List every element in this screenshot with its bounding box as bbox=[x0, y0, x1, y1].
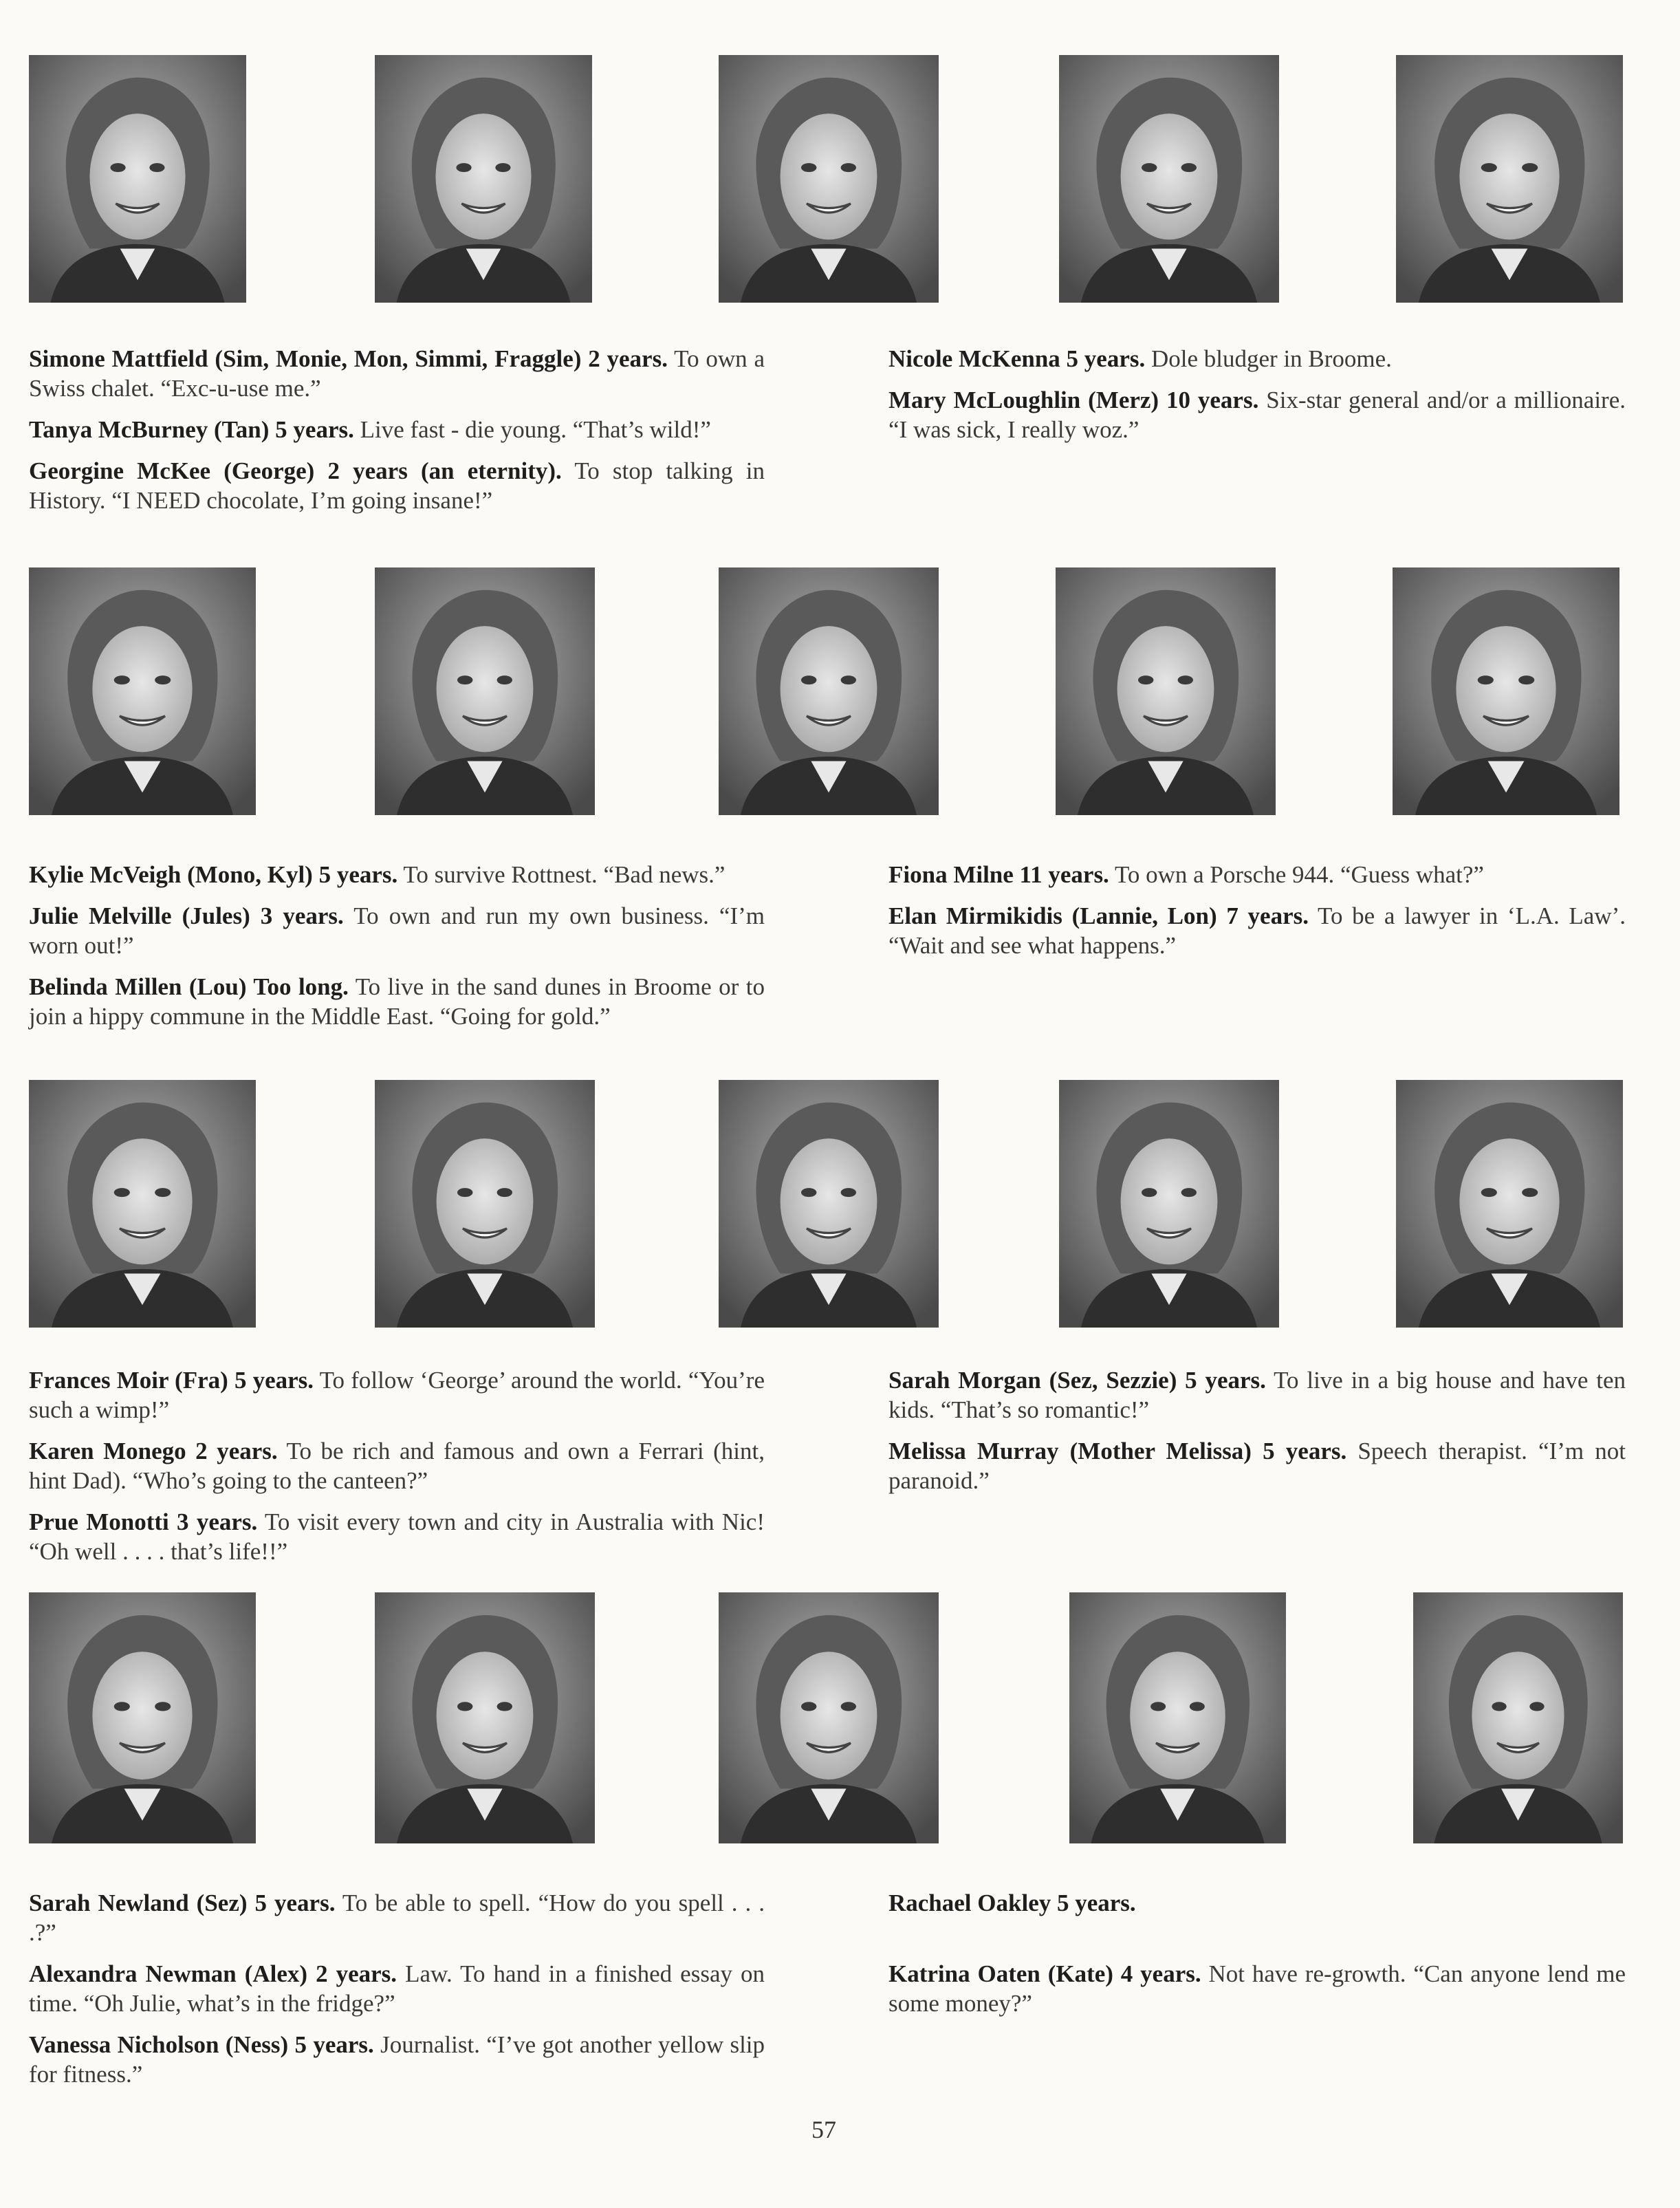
portrait-photo bbox=[29, 1592, 256, 1843]
portrait-photo bbox=[719, 1592, 939, 1843]
portrait-photo bbox=[1393, 567, 1619, 815]
student-entry bbox=[888, 901, 1626, 960]
student-details: Journalist. “I’ve got another yellow slip for fitness.” bbox=[29, 2031, 765, 2088]
student-details: Law. To hand in a finished essay on time. “Oh Julie, what’s in the fridge?” bbox=[29, 1960, 765, 2017]
student-details: Live fast - die young. “That’s wild!” bbox=[360, 416, 711, 443]
portrait-photo bbox=[1069, 1592, 1286, 1843]
student-entry bbox=[888, 385, 1626, 444]
student-details: Dole bludger in Broome. bbox=[1151, 345, 1392, 372]
student-entry bbox=[29, 860, 765, 889]
student-details: Six-star general and/or a millionaire. “I was sick, I really woz.” bbox=[888, 387, 1626, 443]
student-details: To be able to spell. “How do you spell . . . .?” bbox=[29, 1890, 765, 1946]
student-details: To stop talking in History. “I NEED chocolate, I’m going insane!” bbox=[29, 457, 765, 514]
student-name: Kylie McVeigh (Mono, Kyl) 5 years. bbox=[29, 861, 398, 888]
student-name: Frances Moir (Fra) 5 years. bbox=[29, 1367, 314, 1394]
caption-column-left bbox=[29, 860, 765, 1043]
student-name: Belinda Millen (Lou) Too long. bbox=[29, 973, 349, 1000]
student-name: Elan Mirmikidis (Lannie, Lon) 7 years. bbox=[888, 902, 1309, 929]
student-entry bbox=[888, 1436, 1626, 1495]
portrait-photo bbox=[29, 55, 246, 303]
student-name: Karen Monego 2 years. bbox=[29, 1438, 278, 1464]
portrait-photo bbox=[375, 1080, 595, 1328]
portrait-photo bbox=[29, 1080, 256, 1328]
portrait-photo bbox=[375, 1592, 595, 1843]
student-entry bbox=[888, 860, 1626, 889]
student-name: Alexandra Newman (Alex) 2 years. bbox=[29, 1960, 397, 1987]
student-entry bbox=[888, 1888, 1626, 1918]
caption-column-right bbox=[888, 344, 1626, 456]
student-entry bbox=[29, 1507, 765, 1566]
student-name: Julie Melville (Jules) 3 years. bbox=[29, 902, 344, 929]
student-entry bbox=[29, 1959, 765, 2018]
page-number: 57 bbox=[811, 2116, 836, 2143]
portrait-photo bbox=[1396, 55, 1623, 303]
caption-column-left bbox=[29, 344, 765, 527]
portrait-photo bbox=[29, 567, 256, 815]
student-name: Tanya McBurney (Tan) 5 years. bbox=[29, 416, 354, 443]
student-name: Georgine McKee (George) 2 years (an eternity). bbox=[29, 457, 562, 484]
student-entry bbox=[29, 456, 765, 515]
student-entry bbox=[888, 1959, 1626, 2018]
student-name: Fiona Milne 11 years. bbox=[888, 861, 1109, 888]
portrait-photo bbox=[719, 1080, 939, 1328]
student-entry bbox=[888, 1365, 1626, 1425]
student-details: Not have re-growth. “Can anyone lend me some money?” bbox=[888, 1960, 1626, 2017]
student-details: To follow ‘George’ around the world. “You’re such a wimp!” bbox=[29, 1367, 765, 1423]
portrait-photo bbox=[719, 567, 939, 815]
student-details: To visit every town and city in Australia with Nic! “Oh well . . . . that’s life!!” bbox=[29, 1508, 765, 1565]
caption-column-right bbox=[888, 1888, 1626, 2030]
student-details: To own and run my own business. “I’m worn out!” bbox=[29, 902, 765, 959]
student-entry bbox=[29, 415, 765, 444]
caption-column-right bbox=[888, 1365, 1626, 1507]
student-entry bbox=[29, 972, 765, 1031]
caption-column-left bbox=[29, 1888, 765, 2101]
student-details: To own a Swiss chalet. “Exc-u-use me.” bbox=[29, 345, 765, 402]
student-entry bbox=[29, 901, 765, 960]
student-name: Melissa Murray (Mother Melissa) 5 years. bbox=[888, 1438, 1347, 1464]
student-details: To own a Porsche 944. “Guess what?” bbox=[1114, 861, 1484, 888]
student-name: Simone Mattfield (Sim, Monie, Mon, Simmi, Fraggle) 2 years. bbox=[29, 345, 668, 372]
student-entry bbox=[888, 344, 1626, 374]
student-details: Speech therapist. “I’m not paranoid.” bbox=[888, 1438, 1626, 1494]
portrait-photo bbox=[1396, 1080, 1623, 1328]
student-name: Rachael Oakley 5 years. bbox=[888, 1890, 1136, 1916]
student-name: Nicole McKenna 5 years. bbox=[888, 345, 1146, 372]
portrait-photo bbox=[375, 567, 595, 815]
student-details: To live in the sand dunes in Broome or to join a hippy commune in the Middle East. “Going for gold.” bbox=[29, 973, 765, 1030]
portrait-photo bbox=[1059, 1080, 1279, 1328]
student-name: Sarah Newland (Sez) 5 years. bbox=[29, 1890, 336, 1916]
student-entry bbox=[29, 344, 765, 403]
portrait-photo bbox=[1056, 567, 1276, 815]
student-details: To survive Rottnest. “Bad news.” bbox=[403, 861, 726, 888]
student-name: Katrina Oaten (Kate) 4 years. bbox=[888, 1960, 1201, 1987]
portrait-photo bbox=[1413, 1592, 1623, 1843]
student-details: To live in a big house and have ten kids. “That’s so romantic!” bbox=[888, 1367, 1626, 1423]
caption-column-left bbox=[29, 1365, 765, 1578]
portrait-photo bbox=[375, 55, 592, 303]
portrait-photo bbox=[1059, 55, 1279, 303]
student-name: Prue Monotti 3 years. bbox=[29, 1508, 258, 1535]
student-details: To be rich and famous and own a Ferrari (hint, hint Dad). “Who’s going to the canteen?” bbox=[29, 1438, 765, 1494]
student-details: To be a lawyer in ‘L.A. Law’. “Wait and see what happens.” bbox=[888, 902, 1626, 959]
student-entry bbox=[29, 1436, 765, 1495]
student-name: Mary McLoughlin (Merz) 10 years. bbox=[888, 387, 1259, 413]
caption-column-right bbox=[888, 860, 1626, 972]
student-name: Sarah Morgan (Sez, Sezzie) 5 years. bbox=[888, 1367, 1266, 1394]
student-entry bbox=[29, 1888, 765, 1947]
student-entry bbox=[29, 2030, 765, 2089]
student-entry bbox=[29, 1365, 765, 1425]
student-name: Vanessa Nicholson (Ness) 5 years. bbox=[29, 2031, 374, 2058]
portrait-photo bbox=[719, 55, 939, 303]
